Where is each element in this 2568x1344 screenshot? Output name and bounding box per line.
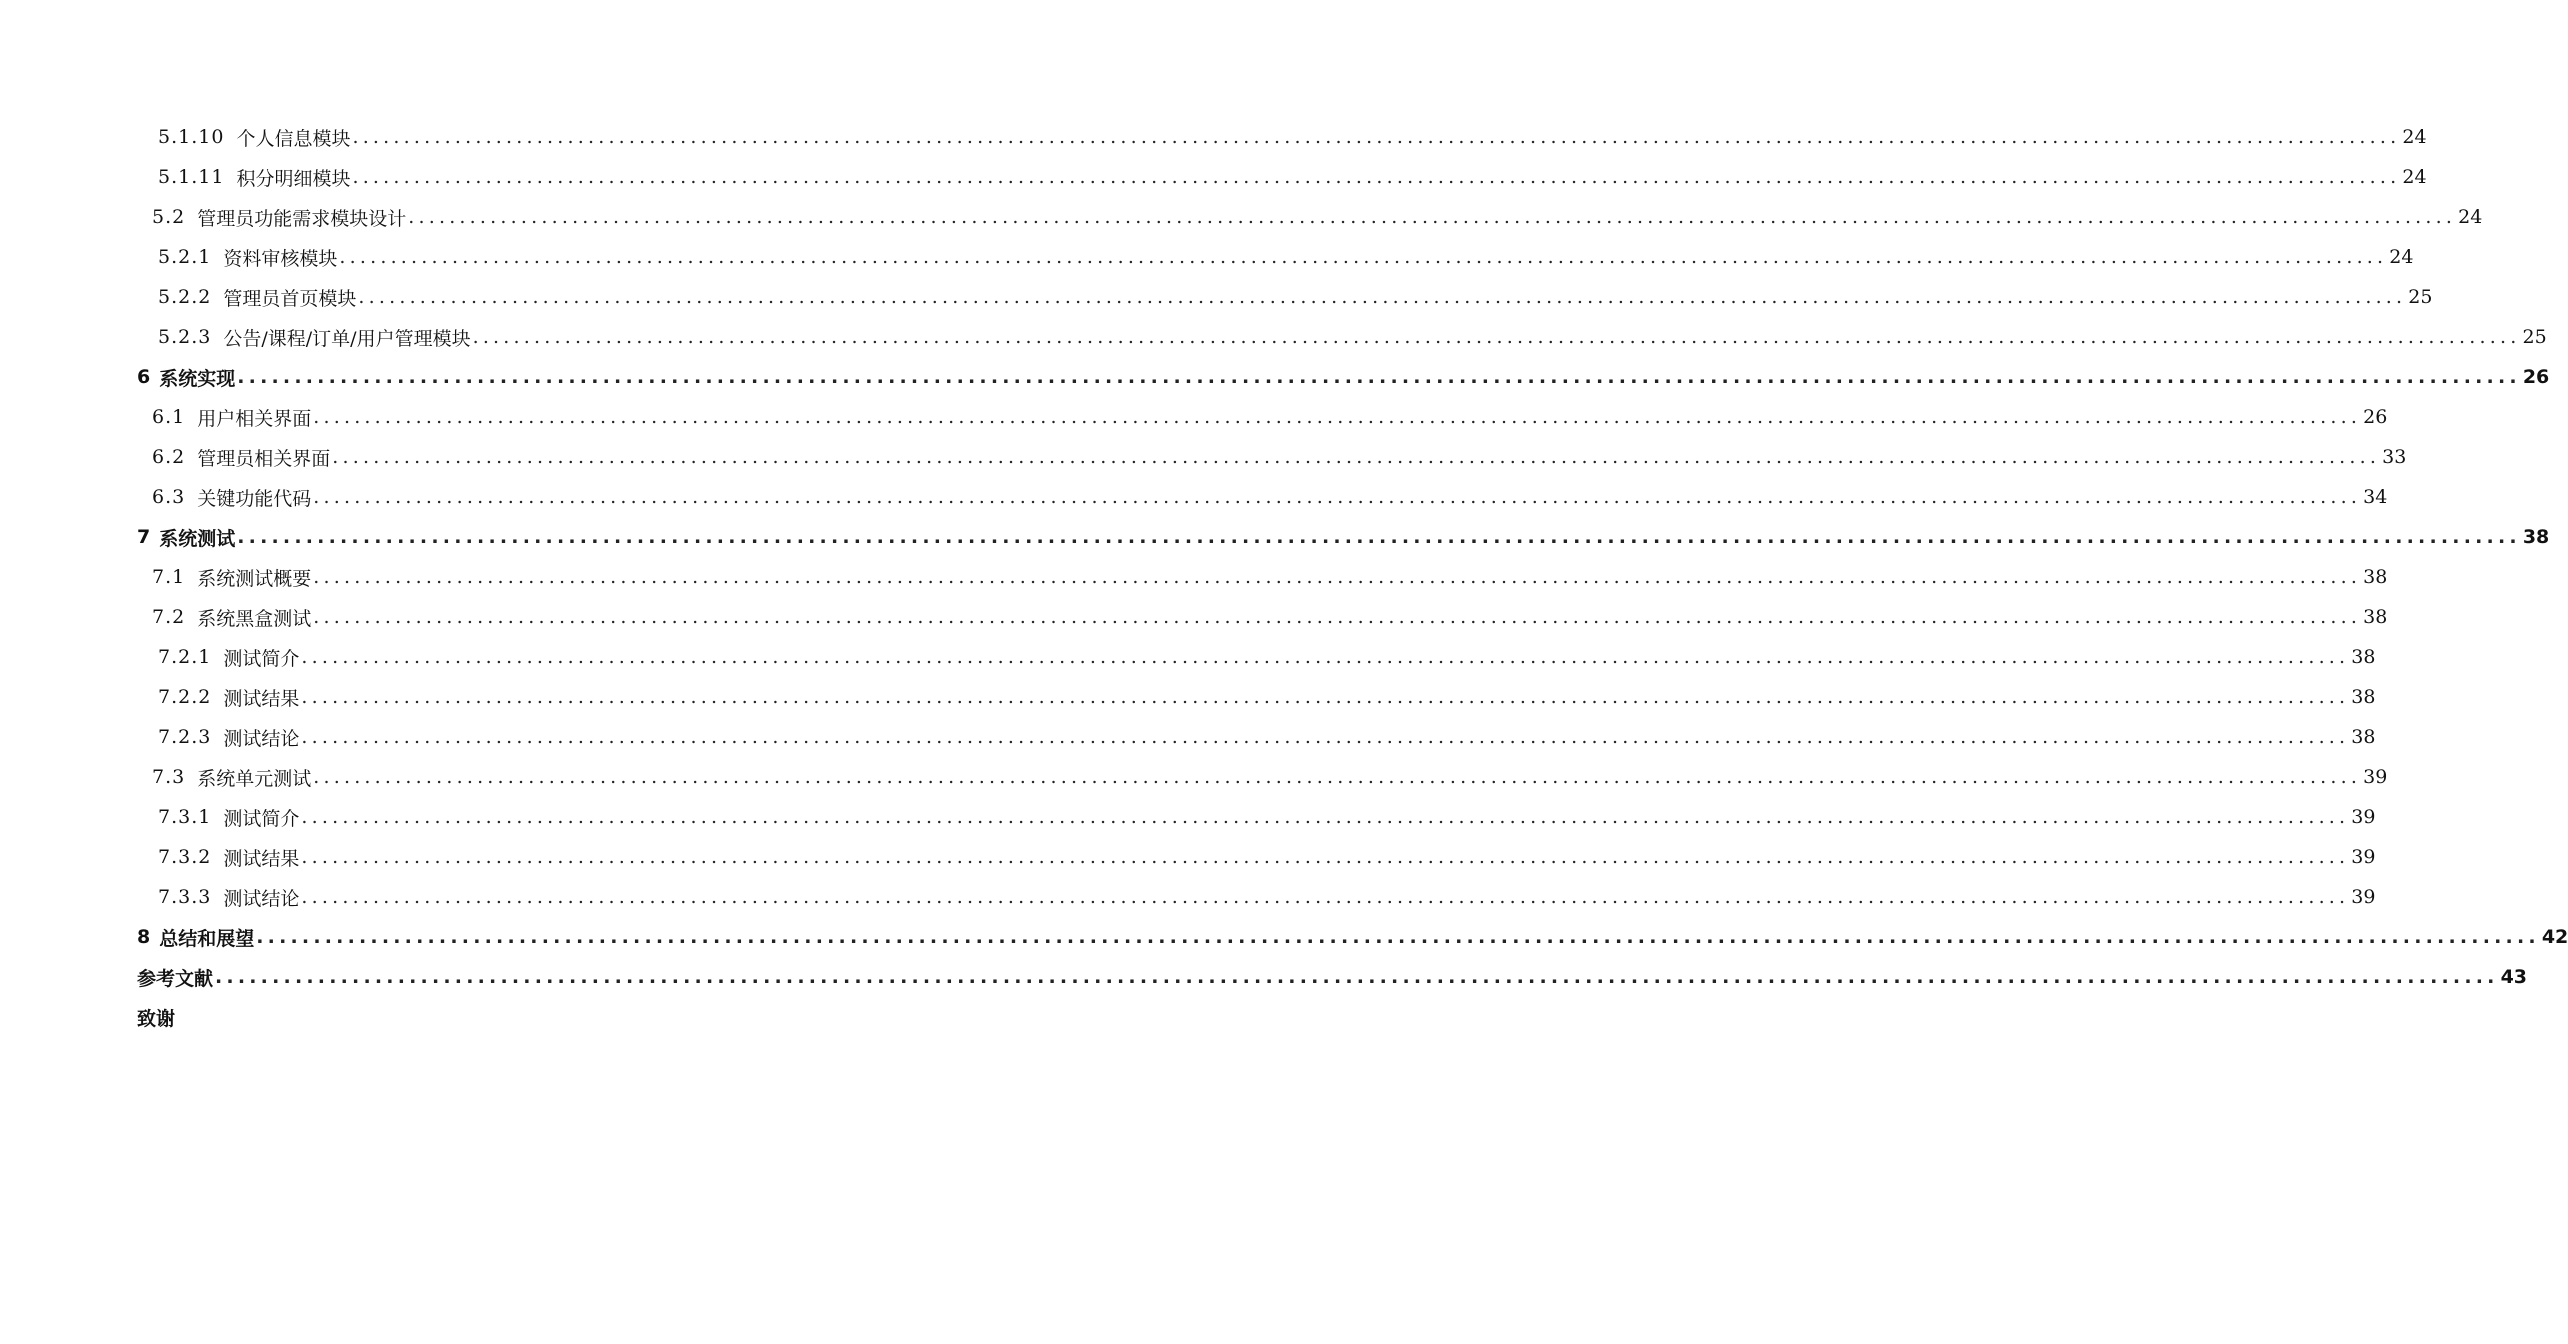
toc-dot-leader: ........................................................................................................................................................................................................ — [237, 526, 2521, 548]
toc-entry-number: 6.1 — [152, 406, 186, 428]
table-of-contents — [0, 117, 2568, 1037]
toc-entry[interactable] — [0, 157, 2427, 197]
toc-dot-leader: ........................................................................................................................................................................................................ — [301, 886, 2350, 908]
toc-dot-leader: ........................................................................................................................................................................................................ — [352, 166, 2401, 188]
toc-entry-page-number: 42 — [2541, 926, 2568, 948]
toc-entry-title: 用户相关界面 — [197, 407, 312, 430]
toc-entry-title: 系统测试 — [159, 527, 236, 550]
toc-entry-page-number: 25 — [2408, 286, 2433, 308]
toc-entry-number: 5.1.11 — [158, 166, 225, 188]
toc-entry[interactable] — [0, 797, 2376, 837]
toc-dot-leader: ........................................................................................................................................................................................................ — [332, 446, 2381, 468]
toc-entry-number: 6.3 — [152, 486, 186, 508]
toc-dot-leader: ........................................................................................................................................................................................................ — [352, 126, 2401, 148]
toc-entry-number: 8 — [137, 926, 152, 948]
toc-entry-page-number: 38 — [2351, 646, 2376, 668]
toc-entry-number: 5.2.1 — [158, 246, 212, 268]
toc-entry[interactable] — [0, 917, 2568, 957]
toc-dot-leader: ........................................................................................................................................................................................................ — [313, 606, 2362, 628]
toc-entry-title: 参考文献 — [137, 967, 214, 990]
toc-dot-leader: ........................................................................................................................................................................................................ — [408, 206, 2457, 228]
toc-entry-number: 5.2.2 — [158, 286, 212, 308]
toc-entry-number: 7.2.3 — [158, 726, 212, 748]
toc-entry-title: 致谢 — [137, 1007, 176, 1030]
toc-entry[interactable] — [0, 237, 2414, 277]
toc-entry-title: 管理员相关界面 — [197, 447, 331, 470]
toc-dot-leader: ........................................................................................................................................................................................................ — [301, 726, 2350, 748]
toc-dot-leader: ........................................................................................................................................................................................................ — [301, 806, 2350, 828]
toc-dot-leader: ........................................................................................................................................................................................................ — [313, 406, 2362, 428]
toc-entry[interactable] — [0, 317, 2547, 357]
toc-dot-leader: ........................................................................................................................................................................................................ — [215, 966, 2499, 988]
toc-entry-title: 总结和展望 — [159, 927, 255, 950]
toc-entry-title: 测试简介 — [223, 647, 300, 670]
toc-entry-page-number: 43 — [2500, 966, 2528, 988]
toc-entry[interactable] — [0, 757, 2388, 797]
toc-dot-leader: ........................................................................................................................................................................................................ — [313, 766, 2362, 788]
toc-entry[interactable] — [0, 117, 2427, 157]
toc-entry-page-number: 25 — [2522, 326, 2547, 348]
toc-entry-page-number: 24 — [2389, 246, 2414, 268]
toc-entry-page-number: 24 — [2402, 166, 2427, 188]
toc-entry-number: 5.2 — [152, 206, 186, 228]
toc-entry[interactable] — [0, 437, 2407, 477]
toc-entry-title: 系统黑盒测试 — [197, 607, 312, 630]
toc-dot-leader: ........................................................................................................................................................................................................ — [237, 366, 2521, 388]
toc-entry-page-number: 39 — [2351, 886, 2376, 908]
toc-entry-number: 7.3 — [152, 766, 186, 788]
toc-entry-number: 7.2 — [152, 606, 186, 628]
toc-entry-page-number: 39 — [2351, 806, 2376, 828]
toc-entry[interactable] — [0, 997, 987, 1037]
toc-entry-number: 7.3.1 — [158, 806, 212, 828]
toc-entry[interactable] — [0, 517, 2550, 557]
toc-entry-title: 管理员首页模块 — [223, 287, 357, 310]
toc-entry[interactable] — [0, 397, 2388, 437]
toc-dot-leader: ........................................................................................................................................................................................................ — [256, 926, 2540, 948]
toc-entry-number: 7.3.2 — [158, 846, 212, 868]
toc-entry-page-number: 39 — [2363, 766, 2388, 788]
toc-entry-page-number: 24 — [2458, 206, 2483, 228]
toc-entry-title: 测试结果 — [223, 847, 300, 870]
toc-entry-title: 资料审核模块 — [223, 247, 338, 270]
toc-entry[interactable] — [0, 597, 2388, 637]
toc-entry-page-number: 26 — [2363, 406, 2388, 428]
toc-entry[interactable] — [0, 957, 2528, 997]
toc-dot-leader: ........................................................................................................................................................................................................ — [301, 846, 2350, 868]
toc-entry-title: 系统实现 — [159, 367, 236, 390]
toc-dot-leader: ........................................................................................................................................................................................................ — [339, 246, 2388, 268]
toc-dot-leader: ........................................................................................................................................................................................................ — [313, 566, 2362, 588]
toc-entry[interactable] — [0, 677, 2376, 717]
toc-entry-title: 公告/课程/订单/用户管理模块 — [223, 327, 471, 350]
toc-entry-number: 6 — [137, 366, 152, 388]
toc-entry-title: 测试结论 — [223, 727, 300, 750]
toc-entry[interactable] — [0, 477, 2388, 517]
toc-entry[interactable] — [0, 197, 2483, 237]
toc-entry-number: 7.1 — [152, 566, 186, 588]
toc-entry-number: 7.2.1 — [158, 646, 212, 668]
toc-entry-title: 管理员功能需求模块设计 — [197, 207, 407, 230]
toc-entry-number: 6.2 — [152, 446, 186, 468]
toc-entry[interactable] — [0, 357, 2550, 397]
toc-entry-title: 积分明细模块 — [236, 167, 351, 190]
toc-entry-page-number: 34 — [2363, 486, 2388, 508]
toc-entry[interactable] — [0, 717, 2376, 757]
toc-entry-page-number: 24 — [2402, 126, 2427, 148]
toc-dot-leader: ........................................................................................................................................................................................................ — [313, 486, 2362, 508]
toc-entry-title: 个人信息模块 — [236, 127, 351, 150]
toc-entry-page-number: 38 — [2351, 726, 2376, 748]
toc-entry-page-number: 38 — [2522, 526, 2550, 548]
toc-entry-number: 5.2.3 — [158, 326, 212, 348]
toc-entry[interactable] — [0, 557, 2388, 597]
toc-entry-title: 系统测试概要 — [197, 567, 312, 590]
toc-entry-title: 测试结论 — [223, 887, 300, 910]
toc-dot-leader: ........................................................................................................................................................................................................ — [301, 686, 2350, 708]
toc-entry[interactable] — [0, 877, 2376, 917]
toc-entry-page-number: 33 — [2382, 446, 2407, 468]
toc-entry[interactable] — [0, 637, 2376, 677]
toc-entry-page-number: 38 — [2351, 686, 2376, 708]
toc-entry[interactable] — [0, 837, 2376, 877]
toc-dot-leader: ........................................................................................................................................................................................................ — [301, 646, 2350, 668]
toc-entry-title: 关键功能代码 — [197, 487, 312, 510]
toc-entry-page-number: 38 — [2363, 566, 2388, 588]
toc-entry-number: 7 — [137, 526, 152, 548]
toc-entry-number: 7.3.3 — [158, 886, 212, 908]
toc-entry-number: 7.2.2 — [158, 686, 212, 708]
toc-entry-title: 系统单元测试 — [197, 767, 312, 790]
toc-entry-page-number: 26 — [2522, 366, 2550, 388]
toc-entry-page-number: 39 — [2351, 846, 2376, 868]
toc-dot-leader: ........................................................................................................................................................................................................ — [358, 286, 2407, 308]
toc-dot-leader: ........................................................................................................................................................................................................ — [472, 326, 2521, 348]
toc-entry-page-number: 38 — [2363, 606, 2388, 628]
toc-entry-number: 5.1.10 — [158, 126, 225, 148]
toc-entry[interactable] — [0, 277, 2433, 317]
toc-entry-title: 测试简介 — [223, 807, 300, 830]
toc-entry-title: 测试结果 — [223, 687, 300, 710]
